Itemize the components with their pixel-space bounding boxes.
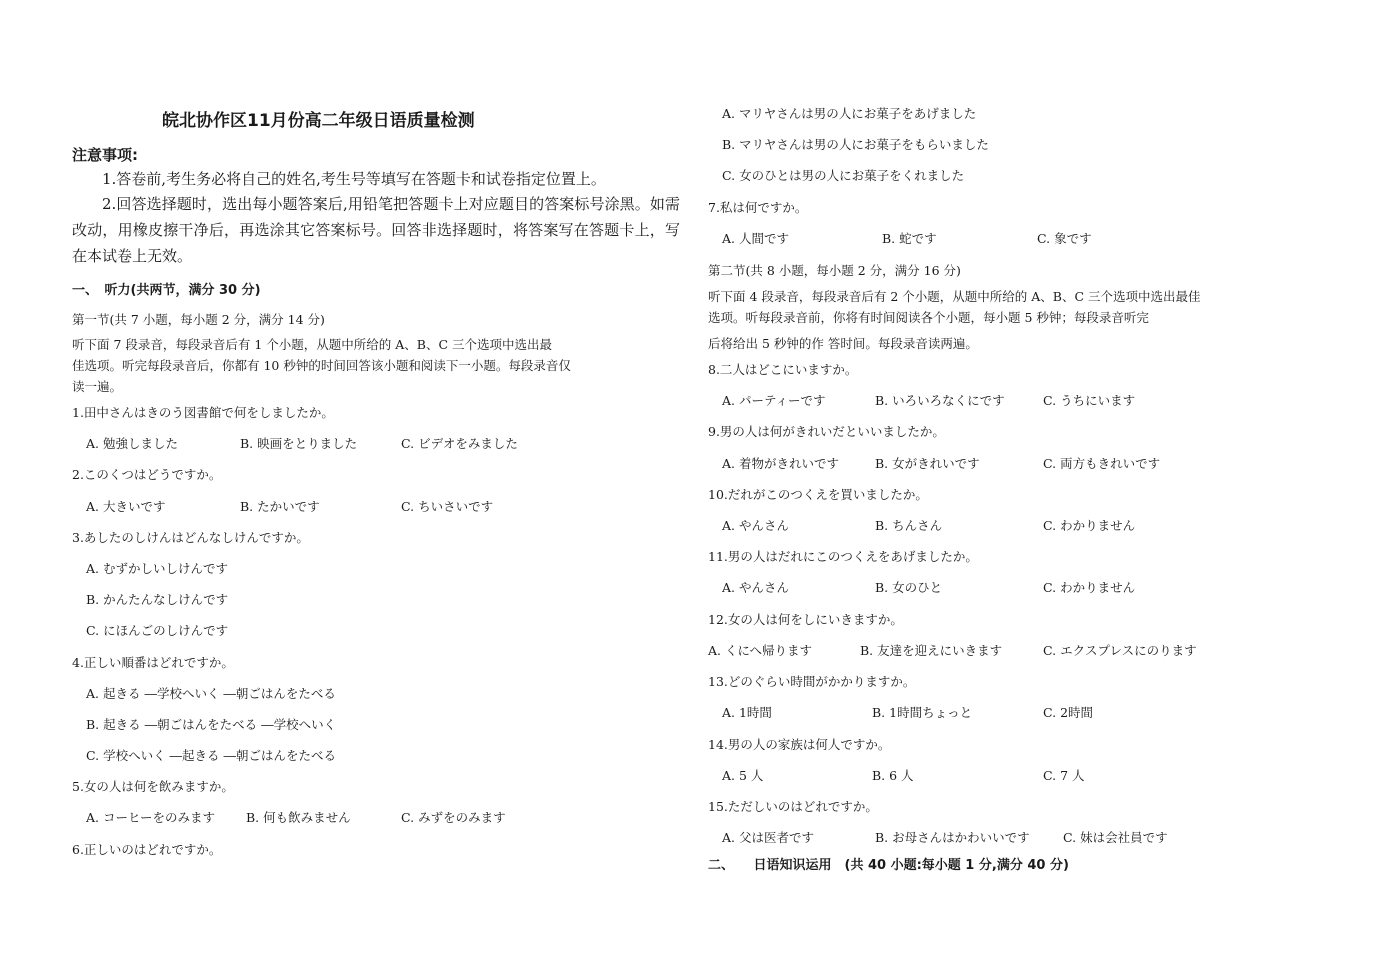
question-5: 5.女の人は何を飲みますか。 (72, 779, 234, 794)
option-a: A. マリヤさんは男の人にお菓子をあげました (722, 106, 977, 121)
question-1: 1.田中さんはきのう図書館で何をしましたか。 (72, 405, 334, 420)
question-10: 10.だれがこのつくえを買いましたか。 (708, 487, 928, 502)
option-c: C. わかりません (1043, 518, 1136, 533)
option-a: A. やんさん (722, 518, 789, 533)
option-a: A. パーティーです (722, 393, 826, 408)
section1-heading: 第一节(共 7 小题，每小题 2 分，满分 14 分) (72, 312, 325, 327)
option-b: B. いろいろなくにです (875, 393, 1005, 408)
option-b: B. 1時間ちょっと (872, 705, 973, 720)
option-c: C. 両方もきれいです (1043, 456, 1161, 471)
option-c: C. 女のひとは男の人にお菓子をくれました (722, 168, 965, 183)
option-b: B. ちんさん (875, 518, 943, 533)
option-a: A. 父は医者です (722, 830, 814, 845)
option-a: A. コーヒーをのみます (86, 810, 215, 825)
page-title: 皖北协作区11月份高二年级日语质量检测 (162, 111, 475, 131)
option-b: B. 友達を迎えにいきます (860, 643, 1003, 658)
question-6: 6.正しいのはどれですか。 (72, 842, 222, 857)
question-9: 9.男の人は何がきれいだといいましたか。 (708, 424, 945, 439)
option-c: C. ちいさいです (401, 499, 494, 514)
option-c: C. わかりません (1043, 580, 1136, 595)
option-b: B. かんたんなしけんです (86, 592, 229, 607)
option-a: A. 大きいです (86, 499, 166, 514)
option-b: B. 何も飲みません (246, 810, 351, 825)
section1-instruction-line: 听下面 7 段录音，每段录音后有 1 个小题，从题中所给的 A、B、C 三个选项中选出最 (72, 337, 553, 352)
option-c: C. にほんごのしけんです (86, 623, 229, 638)
option-a: A. 1時間 (722, 705, 772, 720)
option-c: C. 2時間 (1043, 705, 1094, 720)
part2-heading: 二、 日语知识运用 (共 40 小题:每小题 1 分,满分 40 分) (708, 858, 1069, 873)
notice-item-2: 2.回答选择题时，选出每小题答案后,用铅笔把答题卡上对应题目的答案标号涂黑。如需改动，用橡皮擦干净后，再选涂其它答案标号。回答非选择题时，将答案写在答题卡上，写在本试卷上无效。 (72, 195, 680, 265)
option-b: B. 映画をとりました (240, 436, 358, 451)
option-c: C. 7 人 (1043, 768, 1085, 783)
option-a: A. くにへ帰ります (708, 643, 812, 658)
option-a: A. 人間です (722, 231, 789, 246)
question-7: 7.私は何ですか。 (708, 200, 808, 215)
question-11: 11.男の人はだれにこのつくえをあげましたか。 (708, 549, 978, 564)
question-2: 2.このくつはどうですか。 (72, 467, 222, 482)
option-a: A. 起きる ―学校へいく ―朝ごはんをたべる (86, 686, 336, 701)
notice-item-1: 1.答卷前,考生务必将自己的姓名,考生号等填写在答题卡和试卷指定位置上。 (102, 170, 606, 188)
section2-instruction-line: 选项。听每段录音前，你将有时间阅读各个小题，每小题 5 秒钟；每段录音听完 (708, 310, 1149, 325)
option-c: C. ビデオをみました (401, 436, 518, 451)
option-b: B. 女がきれいです (875, 456, 980, 471)
option-c: C. 象です (1037, 231, 1092, 246)
question-13: 13.どのぐらい時間がかかりますか。 (708, 674, 916, 689)
option-b: B. たかいです (240, 499, 320, 514)
part1-heading: 一、 听力(共两节，满分 30 分) (72, 283, 261, 298)
question-15: 15.ただしいのはどれですか。 (708, 799, 878, 814)
section2-instruction-line: 听下面 4 段录音，每段录音后有 2 个小题，从题中所给的 A、B、C 三个选项中选出最佳 (708, 289, 1201, 304)
question-14: 14.男の人の家族は何人ですか。 (708, 737, 891, 752)
option-c: C. うちにいます (1043, 393, 1136, 408)
option-c: C. みずをのみます (401, 810, 506, 825)
question-3: 3.あしたのしけんはどんなしけんですか。 (72, 530, 309, 545)
section2-heading: 第二节(共 8 小题，每小题 2 分，满分 16 分) (708, 263, 961, 278)
option-c: C. 学校へいく ―起きる ―朝ごはんをたべる (86, 748, 337, 763)
question-12: 12.女の人は何をしにいきますか。 (708, 612, 903, 627)
option-c: C. 妹は会社員です (1063, 830, 1168, 845)
option-b: B. 女のひと (875, 580, 943, 595)
option-b: B. 蛇です (882, 231, 937, 246)
section2-instruction-line: 后将给出 5 秒钟的作 答时间。每段录音读两遍。 (708, 336, 978, 351)
option-b: B. 6 人 (872, 768, 914, 783)
notice-heading: 注意事项: (72, 146, 138, 164)
option-a: A. 5 人 (722, 768, 764, 783)
question-4: 4.正しい順番はどれですか。 (72, 655, 234, 670)
option-b: B. 起きる ―朝ごはんをたべる ―学校へいく (86, 717, 337, 732)
option-a: A. 着物がきれいです (722, 456, 839, 471)
option-b: B. マリヤさんは男の人にお菓子をもらいました (722, 137, 989, 152)
option-c: C. エクスプレスにのります (1043, 643, 1197, 658)
option-a: A. むずかしいしけんです (86, 561, 228, 576)
option-a: A. やんさん (722, 580, 789, 595)
option-a: A. 勉強しました (86, 436, 178, 451)
section1-instruction-line: 读一遍。 (72, 379, 123, 394)
option-b: B. お母さんはかわいいです (875, 830, 1030, 845)
question-8: 8.二人はどこにいますか。 (708, 362, 858, 377)
section1-instruction-line: 佳选项。听完每段录音后，你都有 10 秒钟的时间回答该小题和阅读下一小题。每段录音仅 (72, 358, 571, 373)
